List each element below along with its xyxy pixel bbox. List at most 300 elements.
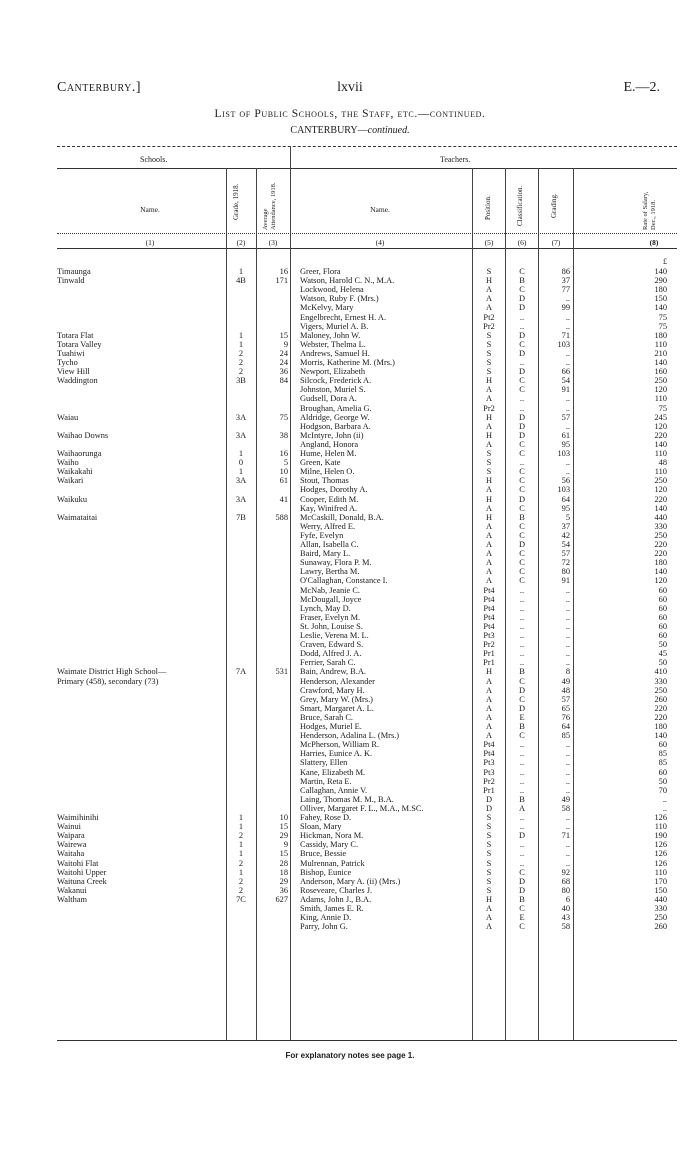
teacher-grading: ..: [565, 321, 570, 331]
table-row: [0, 631, 700, 640]
pound-sign: £: [663, 257, 667, 266]
teacher-name: Broughan, Amelia G.: [300, 403, 372, 413]
table-row: [0, 422, 700, 431]
table-row: [0, 822, 700, 831]
teacher-salary: 140: [654, 503, 667, 513]
teacher-salary: 330: [654, 521, 667, 531]
school-name: Wainui: [57, 822, 81, 832]
teacher-classification: ..: [519, 403, 525, 413]
teacher-classification: D: [518, 831, 526, 841]
table-row: [0, 640, 700, 649]
footer-note: For explanatory notes see page 1.: [285, 1051, 415, 1060]
teacher-name: Vigers, Muriel A. B.: [300, 321, 369, 331]
teacher-salary: 140: [654, 267, 667, 276]
teacher-classification: D: [518, 303, 526, 313]
school-attendance: 15: [279, 330, 288, 340]
table-row: [0, 540, 700, 549]
table-row: [0, 695, 700, 704]
school-name: Waitohi Upper: [57, 867, 107, 877]
table-row: [0, 595, 700, 604]
teacher-classification: B: [519, 667, 525, 677]
teacher-name: Bishop, Eunice: [300, 867, 352, 877]
teacher-name: Kay, Winifred A.: [300, 503, 358, 513]
table-row: [0, 758, 700, 767]
school-grade: 4B: [236, 276, 246, 286]
teacher-position: S: [486, 348, 492, 358]
teacher-name-header: Name.: [370, 205, 390, 214]
table-row: [0, 677, 700, 686]
table-row: [0, 795, 700, 804]
teacher-position: A: [485, 394, 493, 404]
header-right: E.—2.: [623, 80, 660, 95]
school-name: Tycho: [57, 358, 78, 367]
teacher-classification: B: [519, 722, 525, 731]
teacher-classification: ..: [519, 631, 525, 640]
teacher-grading: ..: [565, 631, 570, 640]
teacher-grading: 5: [565, 512, 570, 522]
teacher-position: Pt4: [483, 621, 495, 631]
table-row: [0, 667, 700, 676]
table-row: [0, 868, 700, 877]
teacher-classification: C: [519, 567, 525, 577]
teacher-classification: C: [519, 267, 525, 276]
teacher-position: A: [485, 521, 493, 531]
teacher-grading: ..: [565, 840, 570, 850]
teacher-grading: 76: [561, 712, 570, 722]
teacher-grading: 42: [561, 530, 570, 540]
teacher-salary: 110: [654, 339, 667, 349]
teacher-name: Laing, Thomas M. M., B.A.: [300, 794, 394, 804]
teacher-position: A: [485, 549, 493, 559]
school-grade: 7B: [236, 512, 246, 522]
teacher-grading: ..: [565, 785, 570, 795]
teacher-salary: 50: [658, 658, 667, 668]
teacher-name: Crawford, Mary H.: [300, 685, 365, 695]
table-row: [0, 722, 700, 731]
teacher-name: Leslie, Verena M. L.: [300, 631, 369, 640]
school-attendance: 24: [279, 348, 288, 358]
teacher-name: Hume, Helen M.: [300, 449, 357, 458]
teacher-classification: ..: [519, 840, 525, 850]
teacher-classification: ..: [519, 776, 525, 786]
teacher-grading: 56: [561, 476, 570, 486]
table-row: [0, 895, 700, 904]
table-row: [0, 458, 700, 467]
teacher-salary: 48: [658, 458, 667, 468]
school-grade: 1: [238, 267, 244, 276]
teacher-name: Hodgson, Barbara A.: [300, 421, 371, 431]
school-name-header: Name.: [140, 205, 160, 214]
teacher-classification: ..: [519, 594, 525, 604]
teacher-salary: 120: [654, 485, 667, 495]
teacher-name: Sunaway, Flora P. M.: [300, 558, 372, 568]
teacher-grading: 57: [561, 549, 570, 559]
teacher-name: O'Callaghan, Constance I.: [300, 576, 388, 586]
teacher-position: A: [485, 439, 493, 449]
teacher-grading: 57: [561, 694, 570, 704]
school-grade: 7A: [235, 667, 247, 677]
school-attendance: 75: [279, 412, 288, 422]
table-row: [0, 768, 700, 777]
teacher-classification: ..: [519, 858, 525, 868]
teacher-grading: 86: [561, 267, 570, 276]
school-attendance: 84: [279, 376, 288, 386]
teacher-name: Cooper, Edith M.: [300, 494, 359, 504]
table-row: [0, 777, 700, 786]
school-name: Waddington: [57, 376, 98, 386]
teacher-grading: 103: [557, 449, 570, 458]
table-row: [0, 404, 700, 413]
teacher-salary: 220: [654, 703, 667, 713]
teacher-position: Pr1: [483, 649, 495, 659]
teacher-salary: 75: [658, 312, 667, 322]
table-row: [0, 294, 700, 303]
teacher-position: Pr2: [483, 321, 495, 331]
teacher-salary: 440: [654, 894, 667, 904]
teacher-salary: 290: [654, 276, 667, 286]
teacher-grading: 66: [561, 367, 570, 377]
teacher-position: Pt3: [483, 631, 495, 640]
teacher-position: A: [485, 576, 493, 586]
table-row: [0, 877, 700, 886]
teacher-grading: 92: [561, 867, 570, 877]
table-row: [0, 313, 700, 322]
school-attendance: 36: [279, 367, 288, 377]
teacher-salary: 220: [654, 549, 667, 559]
teacher-classification: ..: [519, 585, 525, 595]
table-row: [0, 686, 700, 695]
teacher-name: McIntyre, John (ii): [300, 430, 364, 440]
teacher-name: Aldridge, George W.: [300, 412, 370, 422]
col-num-8: (8): [649, 238, 659, 247]
table-row: [0, 476, 700, 485]
teacher-classification: B: [519, 894, 525, 904]
teacher-position: H: [485, 376, 493, 386]
teacher-grading: 72: [561, 558, 570, 568]
teacher-salary: ..: [662, 803, 667, 813]
column-number-rule: [57, 248, 677, 249]
table-row: [0, 567, 700, 576]
teacher-name: Angland, Honora: [300, 439, 359, 449]
teacher-name: Newport, Elizabeth: [300, 367, 366, 377]
teacher-classification: C: [519, 476, 525, 486]
teacher-name: Kane, Elizabeth M.: [300, 767, 366, 777]
teacher-name: Fahey, Rose D.: [300, 813, 352, 822]
teacher-position: S: [486, 367, 492, 377]
table-row: [0, 376, 700, 385]
school-name: Wairewa: [57, 840, 87, 850]
table-row: [0, 504, 700, 513]
teacher-salary: 45: [658, 649, 667, 659]
teacher-position: H: [485, 276, 493, 286]
teacher-classification: ..: [519, 785, 525, 795]
teacher-classification: C: [519, 558, 525, 568]
teacher-classification: B: [519, 276, 525, 286]
teacher-grading: 61: [561, 430, 570, 440]
teacher-salary: 110: [654, 394, 667, 404]
teacher-position: S: [486, 849, 492, 859]
teacher-grading: 95: [561, 503, 570, 513]
table-row: [0, 613, 700, 622]
teacher-name: Bruce, Sarah C.: [300, 712, 354, 722]
col-num-6: (6): [517, 238, 527, 247]
school-grade: 2: [238, 348, 244, 358]
col-num-3: (3): [268, 238, 278, 247]
school-grade: 2: [238, 885, 244, 895]
teacher-salary: 180: [654, 558, 667, 568]
table-row: [0, 913, 700, 922]
teacher-position: Pr2: [483, 776, 495, 786]
teacher-classification: C: [519, 731, 525, 741]
teacher-name: Hodges, Dorothy A.: [300, 485, 368, 495]
teacher-classification: C: [519, 339, 525, 349]
teacher-name: Allan, Isabella C.: [300, 540, 359, 549]
teacher-classification: D: [518, 703, 526, 713]
teacher-name: McKelvy, Mary: [300, 303, 354, 313]
teacher-grading: ..: [565, 312, 570, 322]
teacher-classification: ..: [519, 767, 525, 777]
school-attendance: 36: [279, 885, 288, 895]
teacher-position: S: [486, 358, 492, 367]
teacher-classification: D: [518, 540, 526, 549]
teacher-position: S: [486, 330, 492, 340]
table-row: [0, 285, 700, 294]
teacher-classification: ..: [519, 312, 525, 322]
teacher-position: A: [485, 385, 493, 395]
school-grade: 2: [238, 858, 244, 868]
school-name: Wakanui: [57, 885, 87, 895]
teacher-classification: ..: [519, 749, 525, 759]
teacher-grading: 85: [561, 731, 570, 741]
school-grade: 2: [238, 876, 244, 886]
teacher-classification: ..: [519, 813, 525, 822]
school-name: View Hill: [57, 367, 90, 377]
teacher-grading: 54: [561, 376, 570, 386]
teacher-salary: 110: [654, 449, 667, 458]
teacher-classification: ..: [519, 603, 525, 613]
table-row: [0, 413, 700, 422]
teacher-position: A: [485, 530, 493, 540]
teacher-salary: 220: [654, 712, 667, 722]
school-name: Waihaorunga: [57, 449, 102, 458]
teacher-classification: E: [519, 712, 525, 722]
teacher-salary: 250: [654, 530, 667, 540]
classification-header: Classification.: [516, 185, 524, 226]
teacher-salary: 440: [654, 512, 667, 522]
teacher-salary: 75: [658, 403, 667, 413]
school-grade: 3A: [235, 412, 247, 422]
teacher-classification: D: [518, 885, 526, 895]
teacher-salary: 50: [658, 640, 667, 650]
teacher-grading: 91: [561, 576, 570, 586]
teacher-salary: 126: [654, 849, 667, 859]
table-row: [0, 786, 700, 795]
school-name: Primary (458), secondary (73): [57, 676, 159, 686]
teacher-salary: 160: [654, 367, 667, 377]
teacher-position: A: [485, 731, 493, 741]
teacher-salary: 250: [654, 476, 667, 486]
teacher-classification: ..: [519, 658, 525, 668]
teacher-grading: 71: [561, 831, 570, 841]
teacher-salary: 220: [654, 540, 667, 549]
table-row: [0, 604, 700, 613]
school-name: Waimihinihi: [57, 813, 99, 822]
teacher-name: Smith, James E. R.: [300, 904, 364, 913]
teacher-name: Watson, Ruby F. (Mrs.): [300, 294, 379, 304]
school-grade: 1: [238, 339, 244, 349]
teacher-position: A: [485, 485, 493, 495]
teacher-position: Pt4: [483, 585, 495, 595]
school-grade: 1: [238, 822, 244, 832]
teacher-classification: C: [519, 694, 525, 704]
school-name: Waimate District High School—: [57, 667, 167, 677]
table-row: [0, 840, 700, 849]
teacher-grading: ..: [565, 394, 570, 404]
teacher-grading: ..: [565, 758, 570, 768]
teacher-position: A: [485, 540, 493, 549]
school-attendance: 531: [275, 667, 288, 677]
teacher-grading: ..: [565, 740, 570, 750]
teacher-salary: 140: [654, 731, 667, 741]
teacher-salary: 250: [654, 913, 667, 923]
teacher-salary: 180: [654, 330, 667, 340]
teacher-classification: C: [519, 285, 525, 295]
teacher-name: St. John, Louise S.: [300, 621, 363, 631]
table-row: [0, 467, 700, 476]
teacher-position: Pr2: [483, 640, 495, 650]
teacher-classification: C: [519, 922, 525, 932]
col-num-4: (4): [375, 238, 385, 247]
teacher-position: S: [486, 840, 492, 850]
teacher-position: Pt4: [483, 740, 495, 750]
table-row: [0, 276, 700, 285]
teacher-classification: D: [518, 294, 526, 304]
teacher-grading: 103: [557, 485, 570, 495]
teacher-position: Pt4: [483, 749, 495, 759]
school-name: Waimataitai: [57, 512, 98, 522]
teacher-grading: ..: [565, 658, 570, 668]
teacher-classification: C: [519, 904, 525, 913]
teacher-classification: ..: [519, 358, 525, 367]
school-name: Waikuku: [57, 494, 88, 504]
teacher-salary: 110: [654, 867, 667, 877]
teacher-grading: ..: [565, 603, 570, 613]
teacher-grading: 71: [561, 330, 570, 340]
teacher-position: H: [485, 667, 493, 677]
teacher-salary: 75: [658, 321, 667, 331]
table-row: [0, 358, 700, 367]
table-row: [0, 831, 700, 840]
teacher-grading: ..: [565, 467, 570, 477]
teacher-grading: 48: [561, 685, 570, 695]
teacher-classification: ..: [519, 321, 525, 331]
teacher-classification: A: [518, 803, 526, 813]
school-attendance: 28: [279, 858, 288, 868]
teacher-classification: D: [518, 348, 526, 358]
school-attendance: 627: [275, 894, 288, 904]
teacher-salary: 120: [654, 576, 667, 586]
teacher-position: A: [485, 421, 493, 431]
teacher-classification: C: [519, 439, 525, 449]
teacher-classification: C: [519, 530, 525, 540]
table-row: [0, 531, 700, 540]
teacher-position: H: [485, 512, 493, 522]
school-grade: 1: [238, 849, 244, 859]
teacher-grading: 43: [561, 913, 570, 923]
teacher-classification: D: [518, 685, 526, 695]
teacher-position: S: [486, 449, 492, 458]
school-grade: 1: [238, 330, 244, 340]
teacher-salary: 85: [658, 749, 667, 759]
teacher-position: Pt3: [483, 767, 495, 777]
teacher-name: Silcock, Frederick A.: [300, 376, 372, 386]
teacher-grading: 37: [561, 521, 570, 531]
table-row: [0, 449, 700, 458]
teacher-grading: ..: [565, 649, 570, 659]
school-grade: 2: [238, 831, 244, 841]
table-row: [0, 367, 700, 376]
teacher-name: Adams, John J., B.A.: [300, 894, 372, 904]
teacher-salary: 50: [658, 776, 667, 786]
teacher-name: McNab, Jeanie C.: [300, 585, 361, 595]
col-num-5: (5): [484, 238, 494, 247]
table-row: [0, 704, 700, 713]
teacher-classification: ..: [519, 612, 525, 622]
teacher-salary: 60: [658, 740, 667, 750]
teacher-name: McDougall, Joyce: [300, 594, 362, 604]
teacher-name: Bruce, Bessie: [300, 849, 347, 859]
teacher-grading: 103: [557, 339, 570, 349]
teacher-salary: 60: [658, 603, 667, 613]
teacher-name: McCaskill, Donald, B.A.: [300, 512, 384, 522]
teacher-classification: D: [518, 494, 526, 504]
teacher-grading: 80: [561, 885, 570, 895]
teacher-name: Sloan, Mary: [300, 822, 342, 832]
teacher-classification: B: [519, 512, 525, 522]
teacher-salary: 260: [654, 694, 667, 704]
col-num-7: (7): [551, 238, 561, 247]
teacher-name: Anderson, Mary A. (ii) (Mrs.): [300, 876, 401, 886]
teacher-salary: 126: [654, 840, 667, 850]
teacher-position: S: [486, 858, 492, 868]
school-grade: 2: [238, 367, 244, 377]
teacher-salary: 120: [654, 385, 667, 395]
school-name: Timaunga: [57, 267, 91, 276]
teacher-name: Craven, Edward S.: [300, 640, 364, 650]
school-name: Waikakahi: [57, 467, 93, 477]
table-row: [0, 804, 700, 813]
teacher-name: Olliver, Margaret F. L., M.A., M.SC.: [300, 803, 424, 813]
teacher-grading: 99: [561, 303, 570, 313]
teacher-position: H: [485, 476, 493, 486]
teacher-grading: ..: [565, 822, 570, 832]
school-attendance: 18: [279, 867, 288, 877]
teacher-grading: ..: [565, 749, 570, 759]
teacher-position: S: [486, 822, 492, 832]
teacher-classification: D: [518, 367, 526, 377]
rate-header: Rate of Salary, Dec., 1918.: [642, 191, 657, 230]
teacher-salary: 140: [654, 567, 667, 577]
teacher-classification: D: [518, 412, 526, 422]
school-name: Waihao Downs: [57, 430, 109, 440]
table-row: [0, 749, 700, 758]
teacher-name: Fyfe, Evelyn: [300, 530, 344, 540]
subtitle-main: CANTERBURY—: [290, 125, 368, 136]
teacher-position: A: [485, 685, 493, 695]
teacher-grading: ..: [565, 594, 570, 604]
teacher-position: D: [485, 803, 493, 813]
teacher-salary: 60: [658, 612, 667, 622]
